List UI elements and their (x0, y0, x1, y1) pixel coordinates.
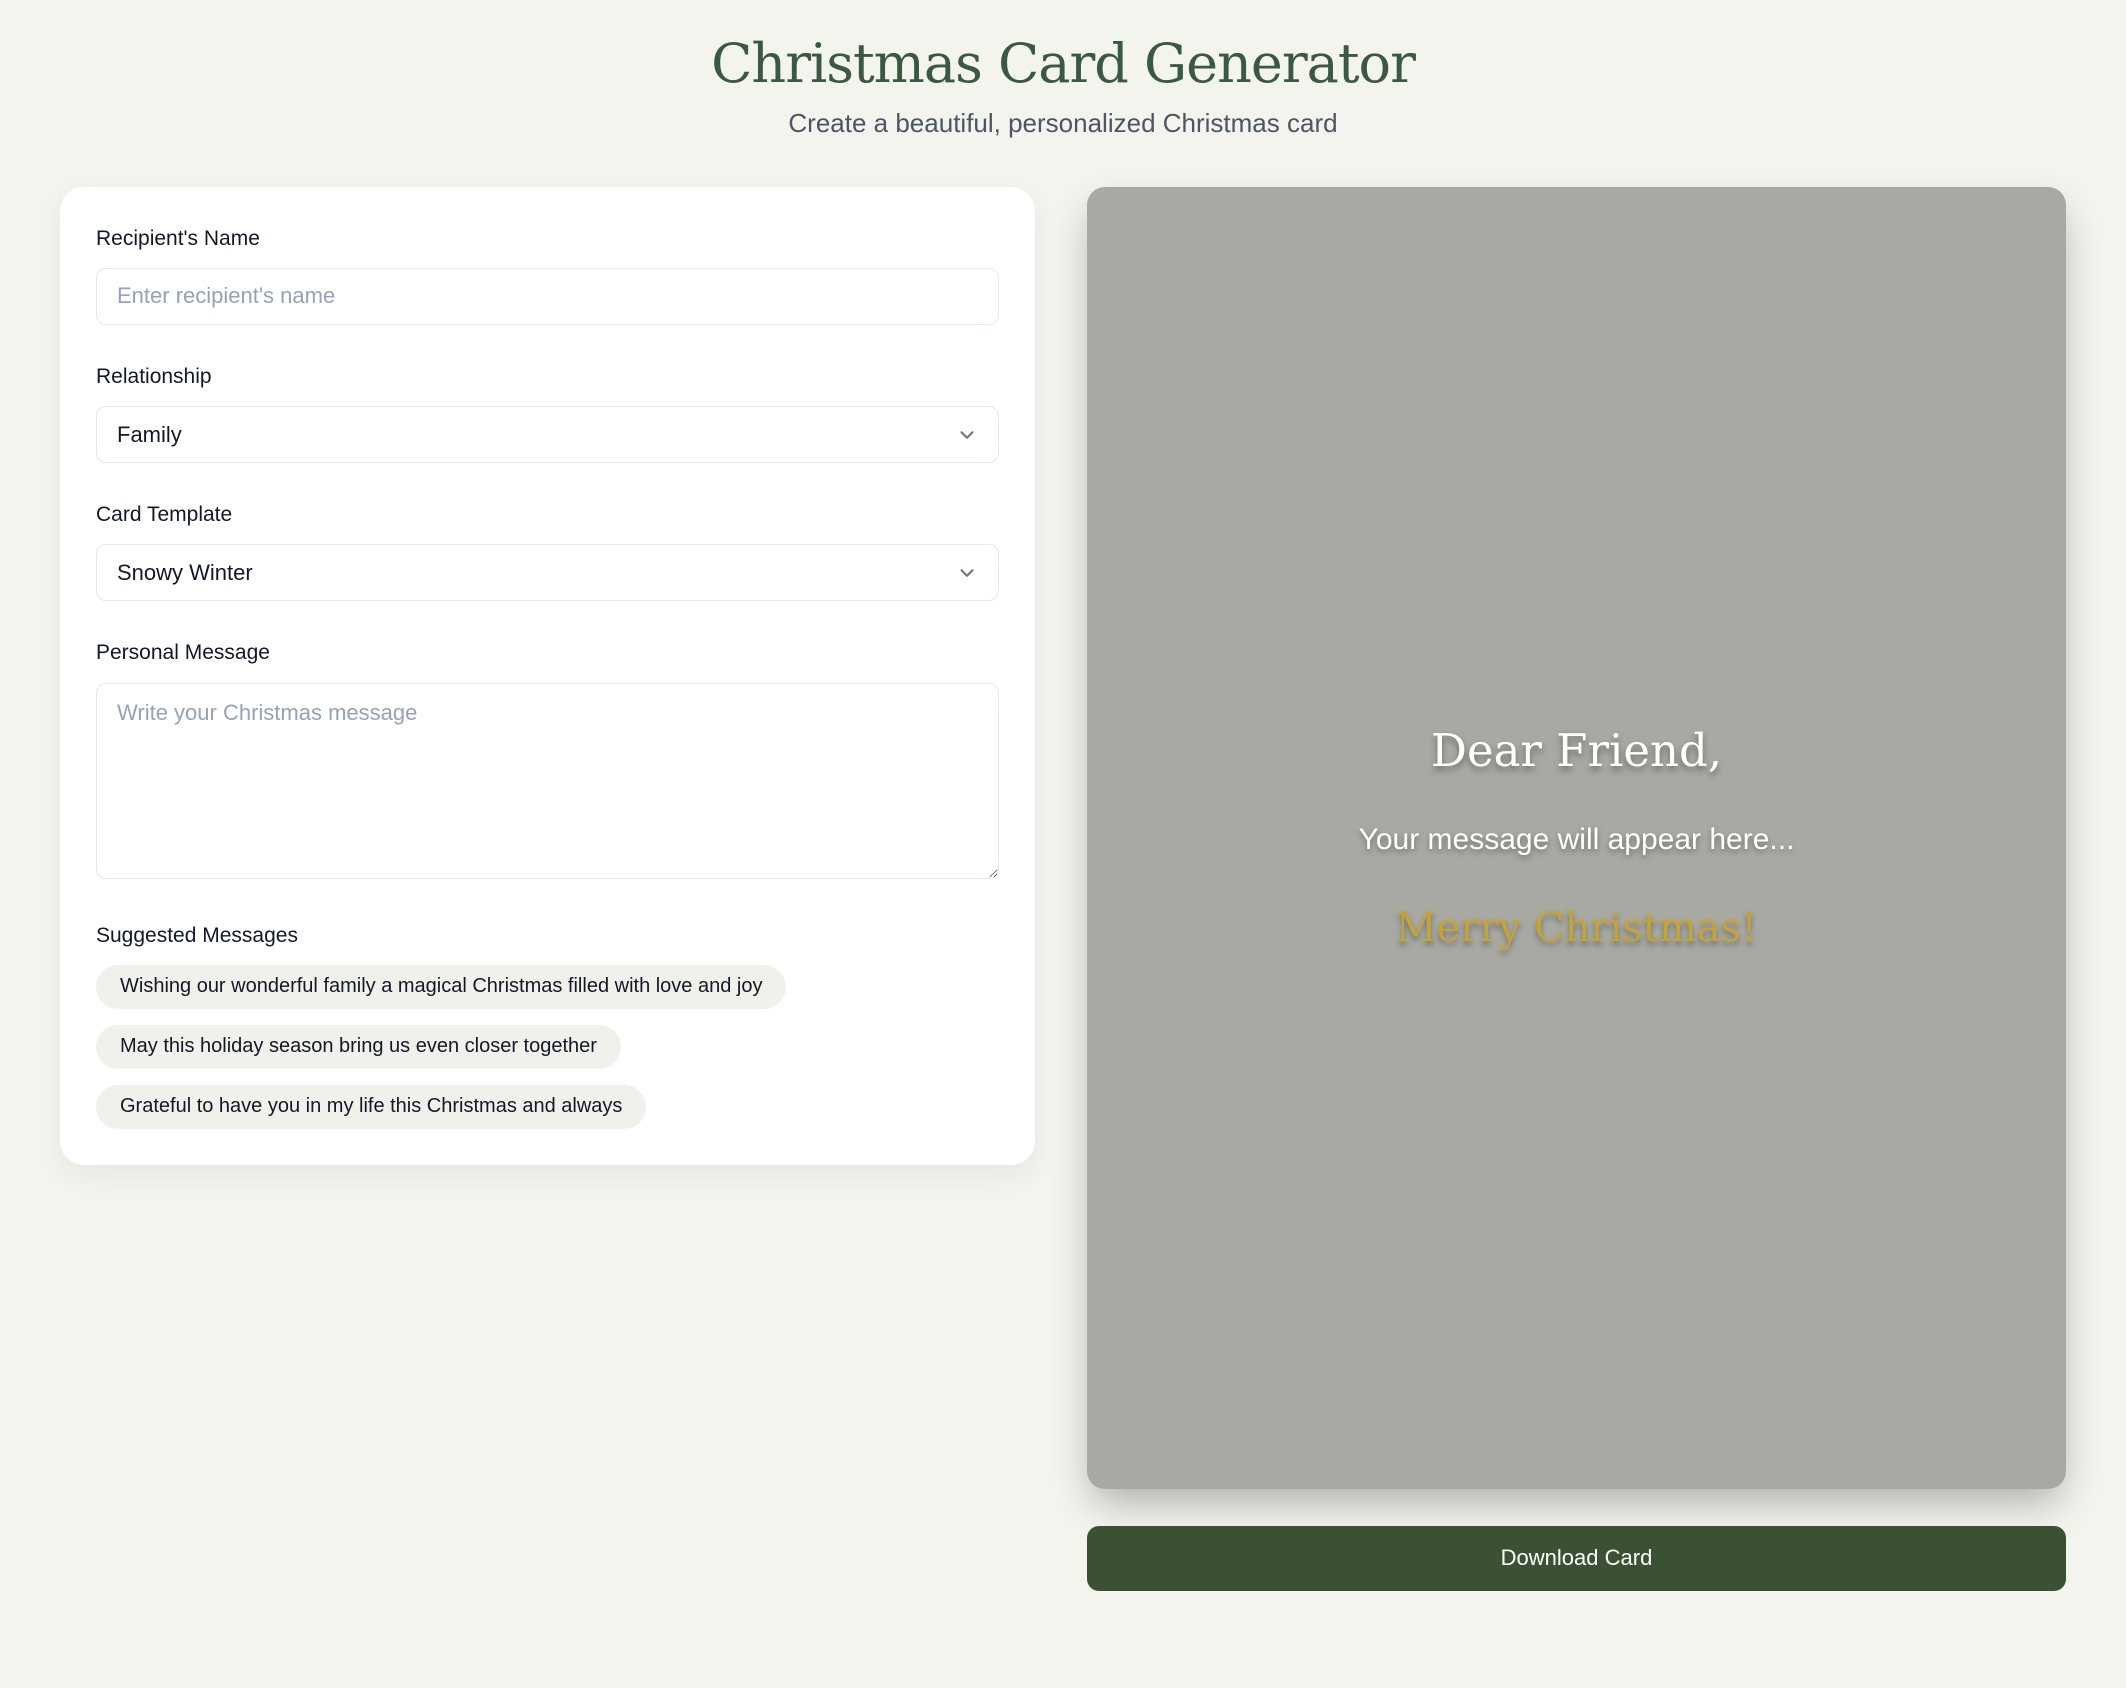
suggested-messages-section (96, 922, 999, 1129)
suggested-messages-label: Suggested Messages (96, 923, 298, 947)
card-template-field-group (96, 501, 999, 601)
download-card-button[interactable]: Download Card (1087, 1526, 2066, 1591)
card-greeting-text: Dear Friend, (1430, 724, 1723, 777)
app-header (0, 0, 2126, 139)
page-title: Christmas Card Generator (711, 32, 1415, 95)
chevron-down-icon (956, 424, 978, 446)
relationship-select[interactable] (96, 406, 999, 463)
card-preview-column (1087, 187, 2066, 1591)
card-closing-text: Merry Christmas! (1395, 905, 1758, 951)
suggested-message-pill[interactable]: May this holiday season bring us even closer together (96, 1025, 621, 1069)
relationship-label: Relationship (96, 364, 212, 388)
suggested-messages-list (96, 965, 999, 1129)
personal-message-textarea[interactable] (96, 683, 999, 879)
suggested-message-pill[interactable]: Grateful to have you in my life this Christmas and always (96, 1085, 646, 1129)
page-subtitle: Create a beautiful, personalized Christmas card (788, 107, 1338, 138)
recipient-name-input[interactable] (96, 268, 999, 325)
card-template-selected-value: Snowy Winter (117, 559, 253, 585)
suggested-message-pill[interactable]: Wishing our wonderful family a magical Christmas filled with love and joy (96, 965, 786, 1009)
relationship-field-group (96, 363, 999, 463)
personal-message-label: Personal Message (96, 641, 270, 665)
main-content (0, 187, 2126, 1591)
card-message-placeholder-text: Your message will appear here... (1358, 823, 1795, 856)
recipient-name-field-group (96, 225, 999, 325)
recipient-name-label: Recipient's Name (96, 226, 260, 250)
relationship-selected-value: Family (117, 421, 182, 447)
personal-message-field-group (96, 639, 999, 883)
card-template-label: Card Template (96, 503, 233, 527)
card-preview (1087, 187, 2066, 1489)
chevron-down-icon (956, 562, 978, 584)
card-form-panel (60, 187, 1035, 1165)
card-template-select[interactable] (96, 544, 999, 601)
